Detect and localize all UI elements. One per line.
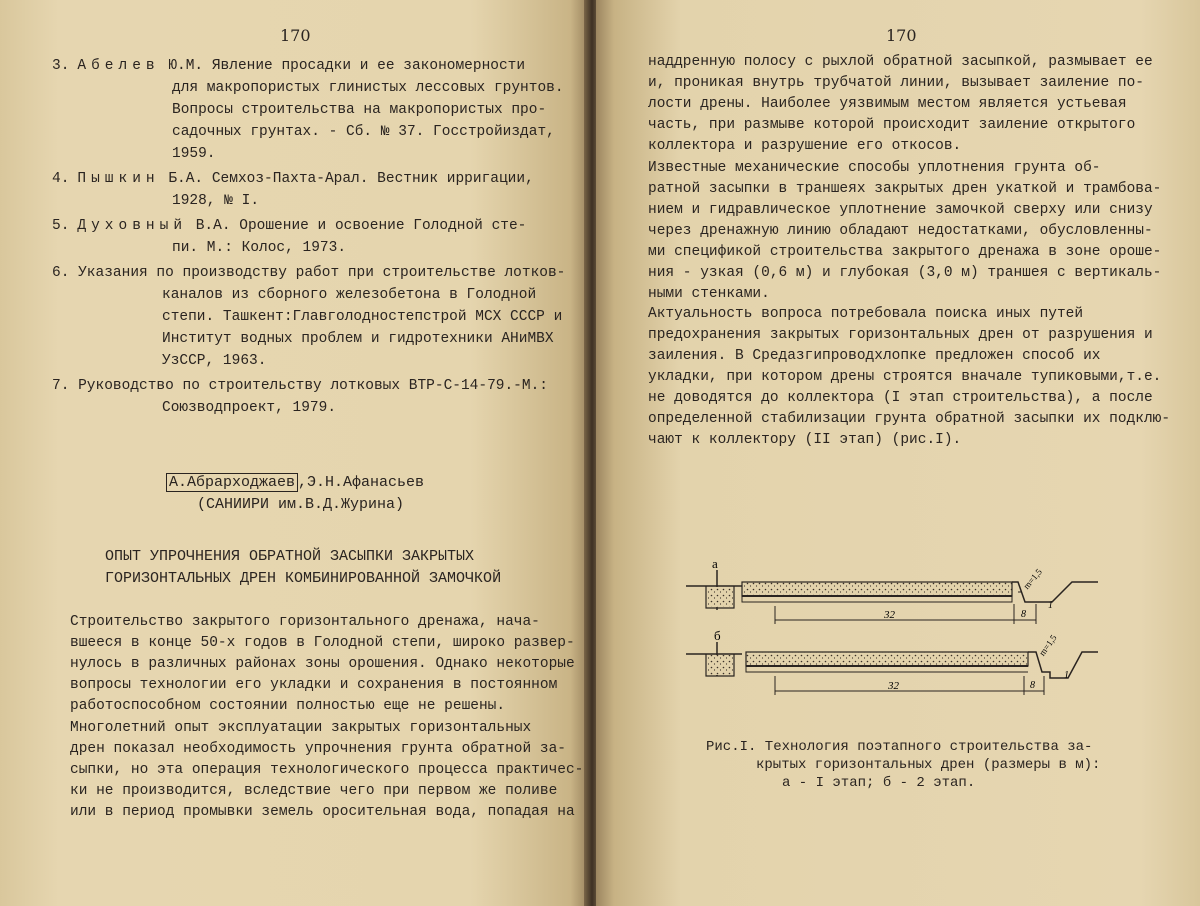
reference-continuation: Вопросы строительства на макропористых про- (172, 102, 547, 118)
reference-item (52, 168, 565, 212)
reference-continuation: для макропористых глинистых лессовых грунтов. (172, 80, 564, 96)
page-number: 170 (886, 26, 917, 45)
text-line: нием и гидравлическое уплотнение замочкой сверху или снизу (648, 202, 1153, 218)
reference-first-line (52, 215, 565, 237)
reference-continuation: садочных грунтах. - Сб. № 37. Госстройиздат, (172, 124, 555, 140)
drain-cross-section-figure (680, 546, 1120, 716)
text-line: заиления. В Средазгипроводхлопке предложен способ их (648, 348, 1101, 364)
text-line: определенной стабилизации грунта обратной засыпки их подклю- (648, 411, 1171, 427)
dimension-8: 8 (1021, 609, 1026, 620)
text-line: вшееся в конце 50-х годов в Голодной степи, широко развер- (70, 635, 575, 651)
reference-continuation: пи. М.: Колос, 1973. (172, 240, 347, 256)
reference-first-line (52, 55, 565, 77)
text-line: ратной засыпки в траншеях закрытых дрен укаткой и трамбова- (648, 181, 1162, 197)
reference-continuation: 1959. (172, 146, 216, 162)
dimension-8: 8 (1030, 680, 1035, 691)
slope-label: m=1,5 (1021, 566, 1044, 592)
reference-continuation: Институт водных проблем и гидротехники АНиМВХ (162, 331, 554, 347)
dimension-length: 32 (888, 680, 899, 692)
title-line: ГОРИЗОНТАЛЬНЫХ ДРЕН КОМБИНИРОВАННОЙ ЗАМОЧКОЙ (105, 570, 502, 587)
text-line: работоспособном состоянии полностью еще не решены. (70, 698, 506, 714)
text-line: ния - узкая (0,6 м) и глубокая (3,0 м) траншея с вертикаль- (648, 265, 1162, 281)
reference-number: 7. (52, 378, 70, 394)
reference-first-line (52, 168, 565, 190)
text-line: предохранения закрытых горизонтальных дрен от разрушения и (648, 327, 1153, 343)
reference-item (52, 215, 565, 259)
paragraph (648, 158, 1161, 305)
reference-author: Духовный (77, 218, 188, 234)
text-line: наддренную полосу с рыхлой обратной засыпкой, размывает ее (648, 54, 1153, 70)
text-line: или в период промывки земель оросительная вода, попадая на (70, 804, 575, 820)
reference-author: Абелев (77, 58, 160, 74)
text-line: Известные механические способы уплотнения грунта об- (648, 160, 1101, 176)
text-line: сыпки, но эта операция технологического процесса практичес- (70, 762, 584, 778)
text-line: Актуальность вопроса потребовала поиска иных путей (648, 306, 1084, 322)
reference-text: Ю.М. Явление просадки и ее закономерности (159, 58, 526, 74)
text-line: и, проникая внутрь трубчатой линии, вызывает заиление по- (648, 75, 1144, 91)
diagram-a (686, 556, 1098, 624)
reference-number: 4. (52, 171, 70, 187)
text-line: ными стенками. (648, 286, 770, 302)
author-rest: ,Э.Н.Афанасьев (298, 474, 425, 491)
reference-number: 5. (52, 218, 70, 234)
text-line: Многолетний опыт эксплуатации закрытых горизонтальных (70, 720, 532, 736)
authors-line (166, 474, 424, 491)
text-line: укладки, при котором дрены строятся вначале тупиковыми,т.е. (648, 369, 1162, 385)
reference-number: 6. (52, 265, 70, 281)
dimension-1: 1 (1048, 600, 1053, 611)
label-b: б (714, 628, 721, 643)
diagram-b (686, 628, 1098, 695)
article-title (105, 546, 501, 590)
reference-author: Пышкин (77, 171, 160, 187)
paragraph (648, 52, 1153, 157)
text-line: чают к коллектору (II этап) (рис.I). (648, 432, 962, 448)
dimension-length: 32 (884, 609, 895, 621)
reference-item (52, 55, 565, 165)
text-line: вопросы технологии его укладки и сохранения в постоянном (70, 677, 558, 693)
slope-label: m=1,5 (1036, 632, 1059, 658)
right-page (596, 0, 1200, 906)
reference-continuation: 1928, № I. (172, 193, 260, 209)
reference-item (52, 262, 565, 372)
page-number: 170 (280, 26, 311, 45)
label-a: а (712, 556, 718, 571)
reference-continuation: Союзводпроект, 1979. (162, 400, 337, 416)
caption-line: Рис.I. Технология поэтапного строительства за- (706, 739, 1093, 755)
reference-text: Руководство по строительству лотковых ВТР-С-14-79.-М.: (69, 378, 548, 394)
text-line: ки не производится, вследствие чего при первом же поливе (70, 783, 558, 799)
paragraph (70, 718, 583, 823)
text-line: через дренажную линию обладают недостатками, обусловленны- (648, 223, 1153, 239)
paragraph (648, 304, 1170, 451)
text-line: лости дрены. Наиболее уязвимым местом является устьевая (648, 96, 1127, 112)
affiliation: (САНИИРИ им.В.Д.Журина) (197, 496, 405, 513)
caption-line: а - I этап; б - 2 этап. (782, 775, 976, 791)
text-line: дрен показал необходимость упрочнения грунта обратной за- (70, 741, 566, 757)
reference-first-line (52, 375, 565, 397)
text-line: коллектора и разрушение его откосов. (648, 138, 962, 154)
dimension-1: 1 (1064, 670, 1069, 681)
title-line: ОПЫТ УПРОЧНЕНИЯ ОБРАТНОЙ ЗАСЫПКИ ЗАКРЫТЫХ (105, 548, 475, 565)
caption-line: крытых горизонтальных дрен (размеры в м): (756, 757, 1101, 773)
reference-list (52, 55, 565, 419)
reference-continuation: степи. Ташкент:Главголодностепстрой МСХ СССР и (162, 309, 563, 325)
text-line: не доводятся до коллектора (I этап строительства), а после (648, 390, 1153, 406)
text-line: часть, при размыве которой происходит заиление открытого (648, 117, 1136, 133)
reference-text: В.А. Орошение и освоение Голодной сте- (187, 218, 527, 234)
left-page (0, 0, 588, 906)
author-boxed: А.Абрарходжаев (166, 473, 298, 492)
paragraph (70, 612, 575, 717)
text-line: нулось в различных районах зоны орошения. Однако некоторые (70, 656, 575, 672)
reference-number: 3. (52, 58, 70, 74)
reference-text: Указания по производству работ при строительстве лотков- (69, 265, 566, 281)
figure-caption (706, 738, 1100, 792)
reference-first-line (52, 262, 565, 284)
reference-continuation: каналов из сборного железобетона в Голодной (162, 287, 537, 303)
text-line: Строительство закрытого горизонтального дренажа, нача- (70, 614, 540, 630)
reference-continuation: УзССР, 1963. (162, 353, 267, 369)
text-line: ми спецификой строительства закрытого дренажа в зоне ороше- (648, 244, 1162, 260)
reference-text: Б.А. Семхоз-Пахта-Арал. Вестник ирригации, (159, 171, 534, 187)
reference-item (52, 375, 565, 419)
